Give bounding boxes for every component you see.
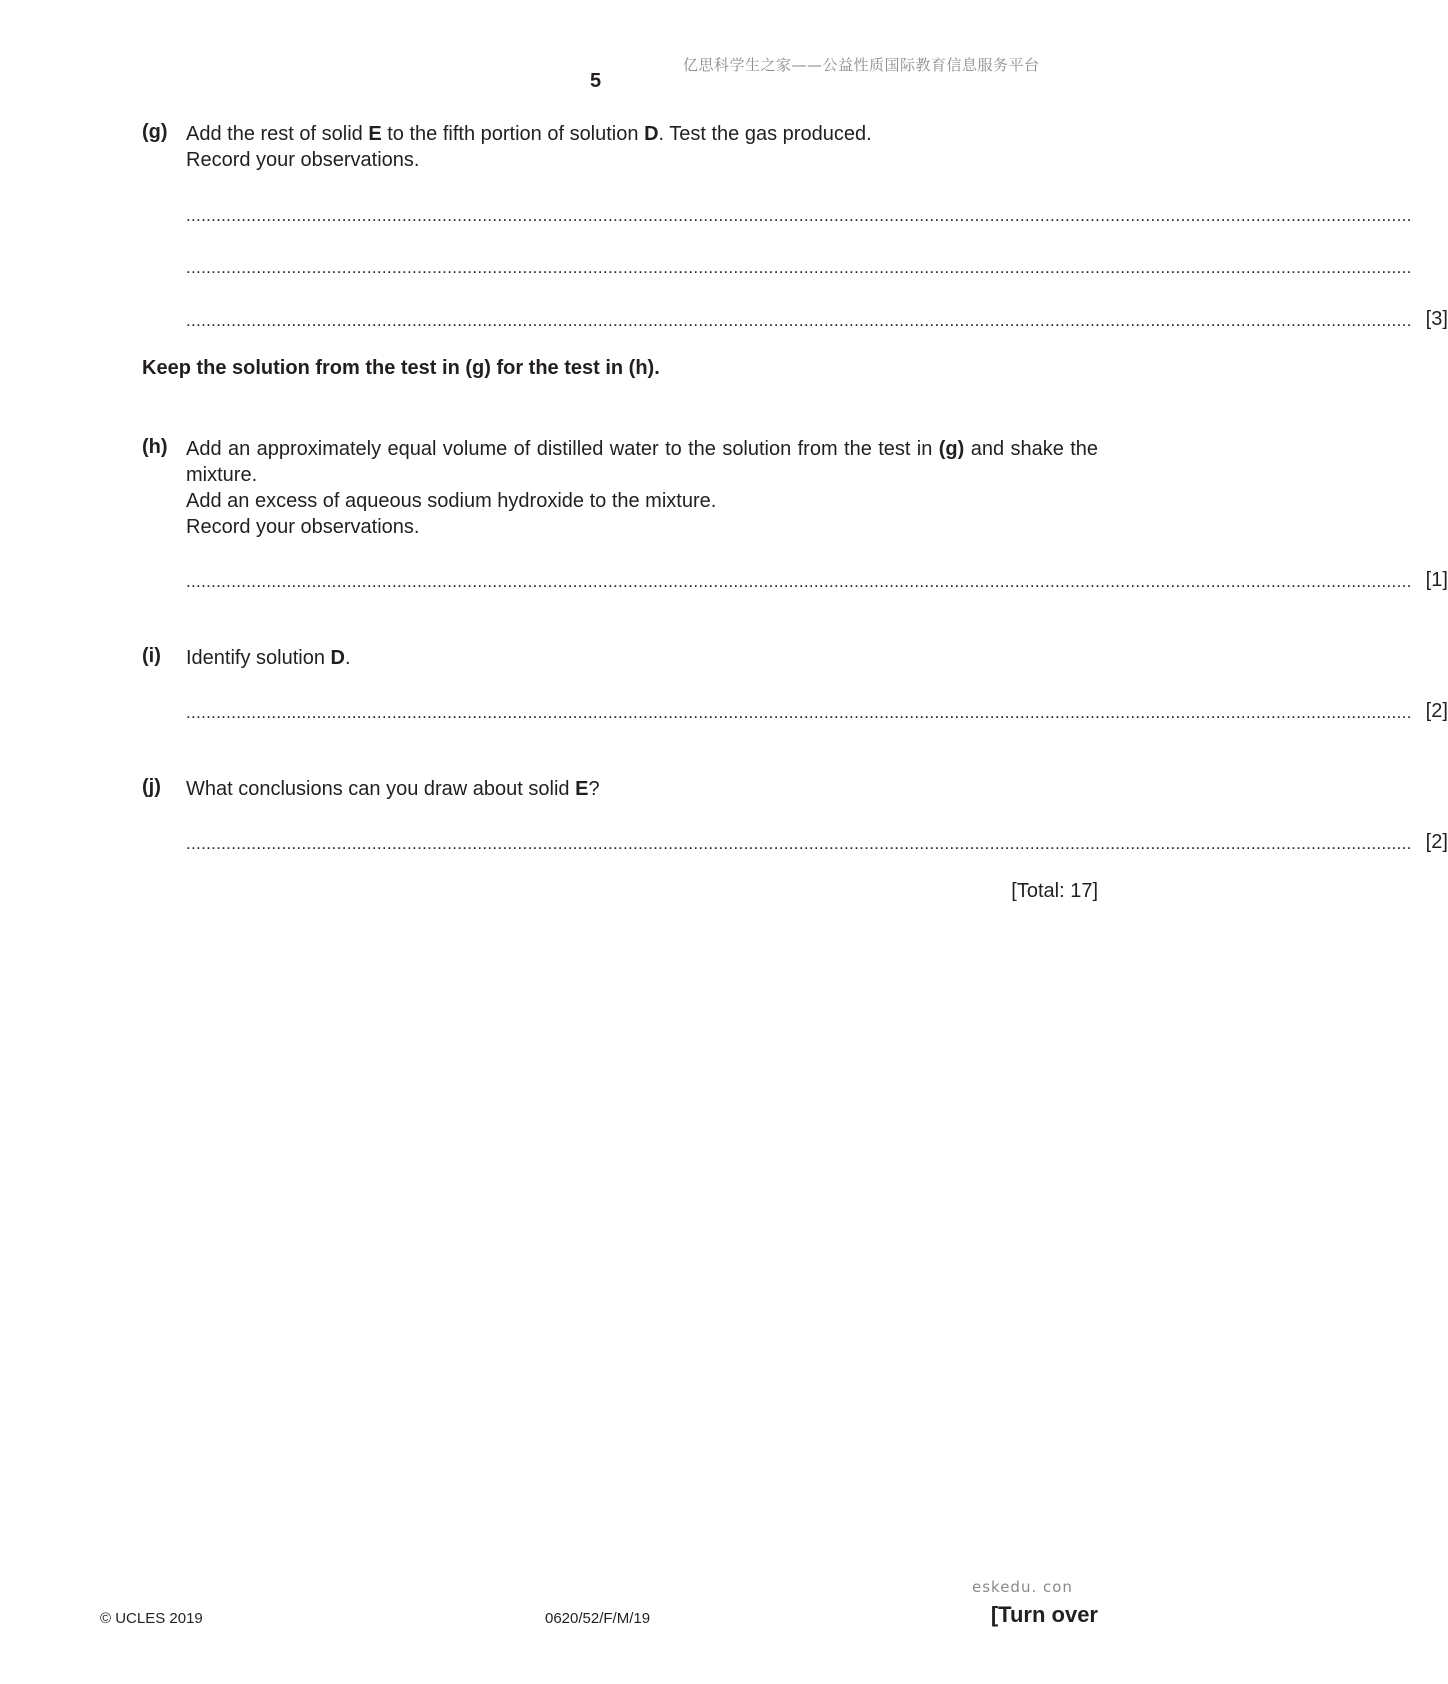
paper-code: 0620/52/F/M/19	[545, 1610, 651, 1627]
total-marks: [Total: 17]	[1011, 880, 1098, 902]
solution-d-ref: D	[644, 123, 659, 145]
mark-i: [2]	[1425, 700, 1448, 722]
header-watermark: 亿思科学生之家——公益性质国际教育信息服务平台	[683, 56, 1040, 74]
answer-dots: ....................................................................................................................................................................................................................................................	[186, 258, 1412, 277]
mark-g: [3]	[1425, 308, 1448, 330]
question-j-label: (j)	[142, 776, 161, 798]
question-i-text	[186, 645, 1098, 671]
question-h-text	[186, 436, 1098, 540]
solid-e-ref: E	[368, 123, 382, 145]
question-h-line-2: Add an excess of aqueous sodium hydroxide to the mixture.	[186, 490, 717, 512]
question-g-ref: (g)	[938, 438, 965, 460]
question-g-text-part: Add the rest of solid	[186, 123, 369, 145]
question-j-text	[186, 776, 1098, 802]
question-g-text-part: . Test the gas produced.	[658, 123, 872, 145]
mark-h: [1]	[1425, 569, 1448, 591]
page-number: 5	[589, 70, 602, 92]
mark-j: [2]	[1425, 831, 1448, 853]
answer-line-i-1[interactable]	[186, 697, 1448, 723]
solid-e-ref: E	[575, 778, 589, 800]
question-g-text	[186, 121, 1098, 173]
question-g-line-2: Record your observations.	[186, 149, 420, 171]
answer-line-j-1[interactable]	[186, 828, 1448, 854]
question-h-text-part: Add an approximately equal volume of distilled water to the solution from the test in	[186, 438, 939, 460]
solution-d-ref: D	[330, 647, 345, 669]
answer-dots: ....................................................................................................................................................................................................................................................	[186, 572, 1412, 591]
question-g-label: (g)	[142, 121, 168, 143]
question-h-line-3: Record your observations.	[186, 516, 420, 538]
answer-line-g-1[interactable]	[186, 200, 1412, 226]
turn-over: [Turn over	[990, 1602, 1098, 1627]
question-i-label: (i)	[142, 645, 161, 667]
instruction: Keep the solution from the test in (g) for the test in (h).	[142, 357, 660, 379]
answer-line-g-3[interactable]	[186, 305, 1448, 331]
answer-line-g-2[interactable]	[186, 252, 1412, 278]
question-h-text-part: and shake the mixture.	[186, 438, 1098, 486]
footer-watermark: eskedu. con	[972, 1578, 1073, 1596]
answer-dots: ....................................................................................................................................................................................................................................................	[186, 834, 1412, 853]
question-i-text-part: Identify solution	[186, 647, 331, 669]
answer-dots: ....................................................................................................................................................................................................................................................	[186, 311, 1412, 330]
copyright: © UCLES 2019	[100, 1610, 203, 1627]
answer-dots: ....................................................................................................................................................................................................................................................	[186, 206, 1412, 225]
answer-dots: ....................................................................................................................................................................................................................................................	[186, 703, 1412, 722]
answer-line-h-1[interactable]	[186, 566, 1448, 592]
question-j-text-part: ?	[588, 778, 600, 800]
question-j-text-part: What conclusions can you draw about solid	[186, 778, 576, 800]
question-h-label: (h)	[142, 436, 168, 458]
question-i-text-part: .	[344, 647, 351, 669]
question-g-text-part: to the fifth portion of solution	[381, 123, 645, 145]
